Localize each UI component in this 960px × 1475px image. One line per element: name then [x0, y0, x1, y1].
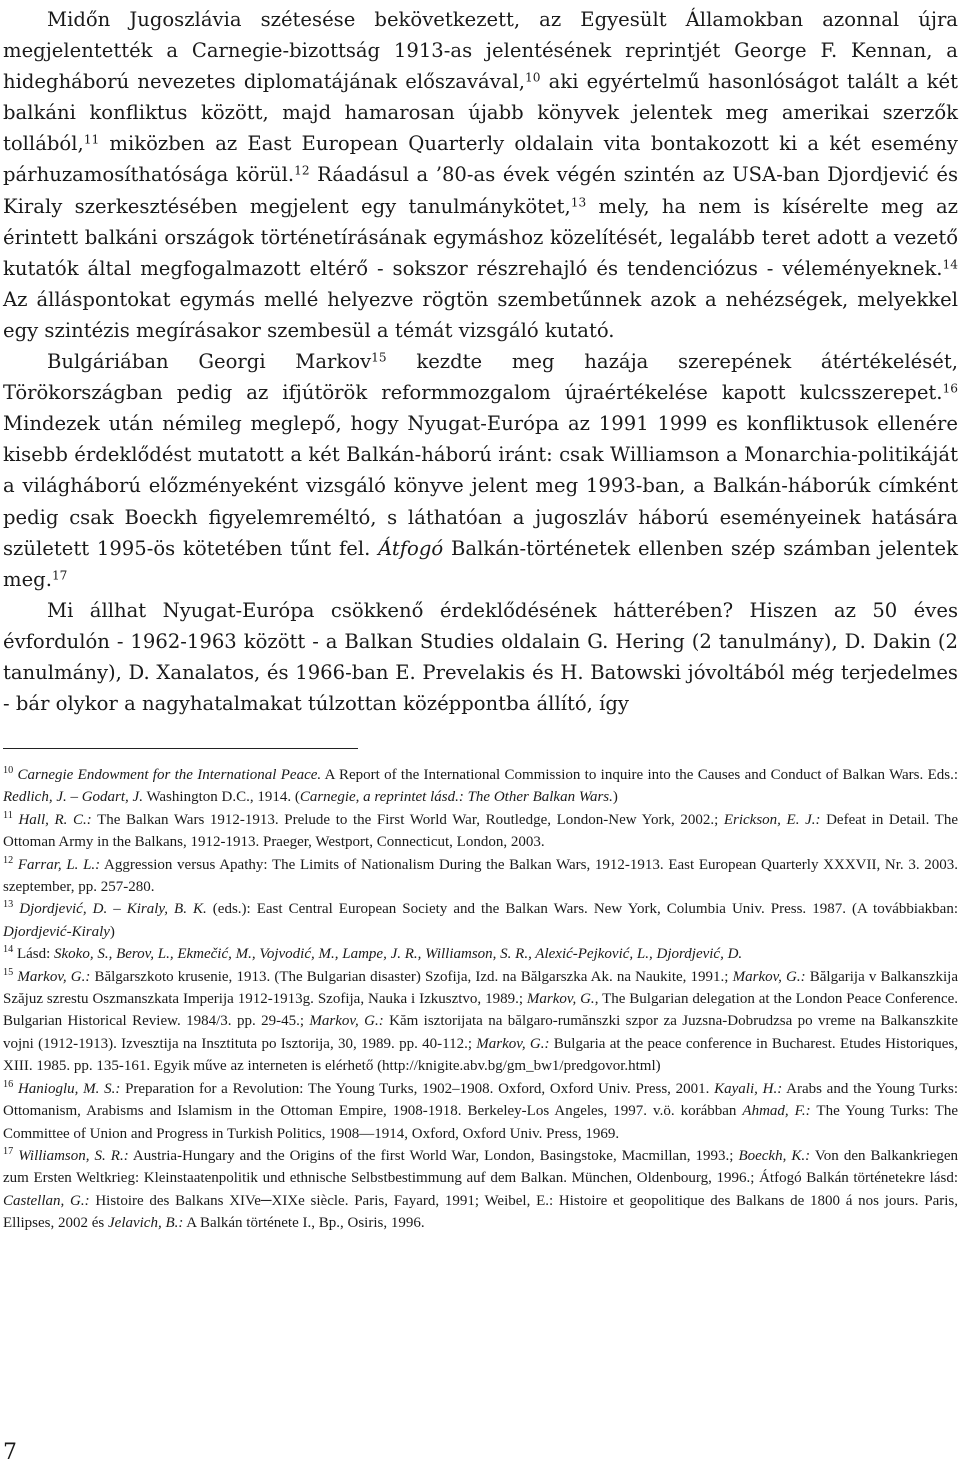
footnote-text: ): [612, 789, 618, 806]
footnote-text: Lásd:: [13, 946, 55, 963]
footnote-text: (eds.): East Central European Society and the Balkan Wars. New York, Columbia Univ. Press. 1987. (A továbbiakban:: [206, 901, 959, 918]
footnote-italic: Boeckh, K.:: [738, 1147, 811, 1164]
footnote-16: [3, 1078, 958, 1145]
text-run: mely, ha nem is kísérelte meg az érintett balkáni országok történetírásának egymáshoz közelítését, legalább teret adott a vezető kutatók által megfogalmazott eltérő - sokszor részrehajló és tendenciózus - véleményeknek.: [3, 194, 958, 280]
text-run: miközben az East European Quarterly oldalain vita bontakozott ki a két esemény párhuzamosíthatósága körül.: [3, 132, 958, 187]
text-run: Ráadásul a ’80-as évek végén szintén az USA-ban Djordjević és Kiraly szerkesztésében megjelent egy tanulmánykötet,: [3, 163, 958, 218]
main-text: [3, 4, 958, 719]
text-run: Mindezek után némileg meglepő, hogy Nyugat-Európa az 1991 1999 es konfliktusok ellenére kisebb érdeklődést mutatott a két Balkán-háború iránt: csak Williamson a Monarchia-politikáját a világháború előzményeként vizsgáló könyve jelent meg 1993-ban, a Balkán-háborúk címként pedig csak Boeckh figyelemreméltó, s láthatóan a jugoszláv háború eseményeinek hatására született 1995-ös kötetében tűnt fel.: [3, 412, 958, 560]
footnote-14: [3, 943, 958, 965]
footnote-15: [3, 966, 958, 1078]
footnote-17: [3, 1145, 958, 1235]
footnote-number: 17: [3, 1145, 14, 1157]
footnote-12: [3, 854, 958, 899]
footnote-text: Arabs and the Young Turks: Ottomanism, Arabisms and Islamism in the Ottoman Empire, 1908-1918. Berkeley-Los Angeles, 1997. v.ö. korábban: [3, 1080, 959, 1120]
footnote-text: The Balkan Wars 1912-1913. Prelude to the First World War, Routledge, London-New York, 2002.;: [91, 811, 724, 828]
footnotes: [3, 764, 958, 1235]
footnote-text: Kăm isztorijata na bălgaro-rumănszki szpor za Juzsna-Dobrudzsa po vreme na Balkanszkite vojni (1912-1913). Izvesztija na Insztituta po Isztorija, 30, 1989. pp. 40-112.;: [3, 1013, 958, 1052]
footnote-text: Austria-Hungary and the Origins of the first World War, London, Basingstoke, Macmillan, 1993.;: [128, 1147, 739, 1164]
footnote-text: Bulgaria at the peace conference in Bucharest. Etudes Historiques, XIII. 1985. pp. 135-161. Egyik műve az interneten is elérhető (http://knigite.abv.bg/gm_bw1/predgovor.html): [3, 1035, 958, 1075]
footnote-text: , The Bulgarian delegation at the London Peace Conference. Bulgarian Historical Review. 1984/3. pp. 29-45.;: [3, 991, 959, 1030]
paragraph-3: Mi állhat Nyugat-Európa csökkenő érdeklődésének hátterében? Hiszen az 50 éves évfordulón - 1962-1963 között - a Balkan Studies oldalain G. Hering (2 tanulmány), D. Dakin (2 tanulmány), D. Xanalatos, és 1966-ban E. Prevelakis és H. Batowski jóvoltából még terjedelmes - bár olykor a nagyhatalmakat túlzottan középpontba állító, így: [3, 598, 958, 716]
footnote-italic: Farrar, L. L.:: [17, 856, 101, 873]
text-run: Balkán-történetek ellenben szép számban jelentek meg.: [3, 536, 958, 591]
footnote-text: Bălgarija v Balkanszkija Szăjuz szrestu Oszmanszkata Imperija 1912-1913g. Szofija, Nauka i Izkusztvo, 1989.;: [3, 968, 958, 1008]
footnote-italic: Hall, R. C.:: [18, 811, 92, 828]
footnote-italic: Djordjević, D. – Kiraly, B. K.: [19, 901, 207, 918]
footnote-10: [3, 764, 958, 809]
footnote-ref[interactable]: 11: [83, 132, 100, 147]
footnote-italic: Markov, G.:: [309, 1013, 384, 1030]
footnote-italic: Carnegie, a reprintet lásd.: The Other Balkan Wars.: [299, 789, 613, 806]
footnote-separator: [3, 748, 358, 749]
footnote-text: A Balkán története I., Bp., Osiris, 1996.: [183, 1215, 425, 1232]
footnote-italic: Erickson, E. J.:: [723, 811, 821, 828]
page-number: 7: [3, 1440, 17, 1465]
footnote-13: [3, 898, 958, 943]
footnote-number: 15: [3, 966, 14, 978]
footnote-italic: Williamson, S. R.:: [18, 1147, 129, 1164]
footnote-text: Aggression versus Apathy: The Limits of Nationalism During the Balkan Wars, 1912-1913. East European Quarterly XXXVII, Nr. 3. 2003. szeptember, pp. 257-280.: [3, 856, 959, 896]
paragraph-1: [3, 4, 958, 346]
footnote-text: Bălgarszkoto krusenie, 1913. (The Bulgarian disaster) Szofija, Izd. na Bălgarszka Ak. na Naukite, 1991.;: [90, 968, 733, 985]
footnote-text: Preparation for a Revolution: The Young Turks, 1902–1908. Oxford, Oxford Univ. Press, 2001.: [120, 1080, 715, 1097]
footnote-italic: Hanioglu, M. S.:: [17, 1080, 121, 1097]
footnote-ref[interactable]: 17: [51, 568, 68, 583]
footnote-italic: Markov, G.:: [17, 968, 91, 985]
footnote-number: 13: [3, 899, 14, 911]
text-run: Midőn Jugoszlávia szétesése bekövetkezett, az Egyesült Államokban azonnal újra megjelentették a Carnegie-bizottság 1913-as jelentésének reprintjét George F. Kennan, a hidegháború nevezetes diplomatájának előszavával,: [3, 8, 958, 94]
footnote-number: 12: [3, 854, 14, 866]
footnote-ref[interactable]: 12: [294, 163, 310, 178]
footnote-text: Von den Balkankriegen zum Ersten Weltkrieg: Kleinstaatenpolitik und ethnische Selbstbestimmung auf dem Balkan. München, Oldenbourg, 1996.; Átfogó Balkán történetekre lásd:: [3, 1147, 958, 1187]
footnote-italic: Redlich, J. – Godart, J.: [3, 789, 143, 806]
footnote-ref[interactable]: 14: [942, 257, 958, 272]
footnote-ref[interactable]: 15: [371, 350, 387, 365]
footnote-italic: Castellan, G.:: [3, 1192, 90, 1209]
footnote-italic: Carnegie Endowment for the International Peace.: [17, 767, 322, 783]
text-run: Bulgáriában Georgi Markov: [47, 350, 372, 374]
footnote-italic: Markov, G.: [526, 991, 595, 1008]
footnote-italic: Djordjević-Kiraly: [3, 923, 110, 940]
text-run: kezdte meg hazája szerepének átértékelését, Törökországban pedig az ifjútörök reformmozgalom újraértékelése kapott kulcsszerepet.: [3, 350, 958, 405]
footnote-text: A Report of the International Commission to inquire into the Causes and Conduct of Balkan Wars. Eds.:: [321, 767, 958, 783]
footnote-italic: Jelavich, B.:: [108, 1215, 184, 1232]
text-run: aki egyértelmű hasonlóságot talált a két balkáni konfliktus között, majd hamarosan újabb könyvek jelentek meg amerikai szerzők tollából,: [3, 70, 958, 156]
emphasis-text: Átfogó: [378, 536, 444, 560]
footnote-number: 11: [3, 809, 13, 821]
footnote-text: The Young Turks: The Committee of Union and Progress in Turkish Politics, 1908—1914, Oxford, Oxford Univ. Press, 1969.: [3, 1103, 958, 1142]
paragraph-2: [3, 346, 958, 595]
footnote-number: 14: [3, 944, 14, 956]
footnote-number: 16: [3, 1078, 14, 1090]
footnote-text: Washington D.C., 1914. (: [142, 789, 300, 806]
footnote-ref[interactable]: 13: [570, 194, 587, 209]
footnote-text: ): [109, 923, 115, 940]
footnote-ref[interactable]: 10: [524, 70, 541, 85]
footnote-italic: Markov, G.:: [732, 968, 806, 985]
footnote-italic: Markov, G.:: [476, 1035, 550, 1052]
footnote-number: 10: [3, 764, 14, 776]
footnote-italic: Kayali, H.:: [714, 1080, 783, 1097]
footnote-ref[interactable]: 16: [942, 381, 958, 396]
footnote-text: Defeat in Detail. The Ottoman Army in the Balkans, 1912-1913. Praeger, Westport, Connecticut, London, 2003.: [3, 811, 958, 851]
footnote-text: Histoire des Balkans XIVe─XIXe siècle. Paris, Fayard, 1991; Weibel, E.: Histoire et geopolitique des Balkans de 1800 á nos jours. Paris, Ellipses, 2002 és: [3, 1192, 958, 1232]
footnote-italic: Skoko, S., Berov, L., Ekmečić, M., Vojvodić, M., Lampe, J. R., Williamson, S. R., Alexić-Pejković, L., Djordjević, D.: [54, 946, 743, 963]
text-run: Az álláspontokat egymás mellé helyezve rögtön szembetűnnek azok a nehézségek, melyekkel egy szintézis megírásakor szembesül a témát vizsgáló kutató.: [3, 287, 958, 342]
footnote-11: [3, 809, 958, 854]
footnote-italic: Ahmad, F.:: [742, 1103, 811, 1120]
